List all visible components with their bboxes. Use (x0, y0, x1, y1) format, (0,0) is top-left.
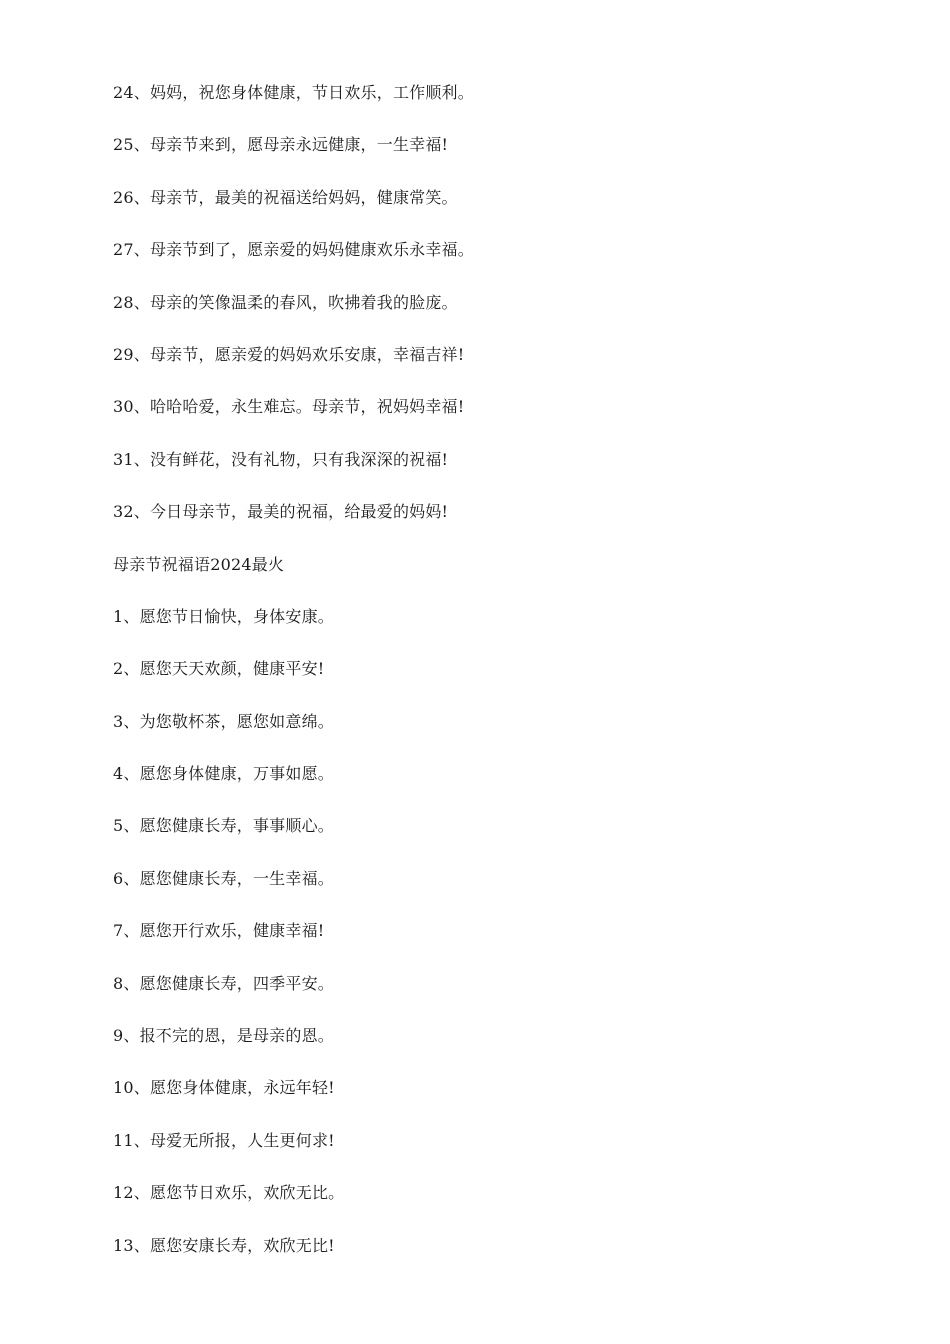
list-item: 28、母亲的笑像温柔的春风，吹拂着我的脸庞。 (113, 292, 458, 312)
list-item: 9、报不完的恩，是母亲的恩。 (113, 1026, 334, 1046)
list-item: 30、哈哈哈爱，永生难忘。母亲节，祝妈妈幸福! (113, 397, 465, 417)
section-heading: 母亲节祝福语2024最火 (113, 554, 285, 574)
list-item: 29、母亲节，愿亲爱的妈妈欢乐安康，幸福吉祥! (113, 344, 465, 364)
list-item: 13、愿您安康长寿，欢欣无比! (113, 1235, 335, 1255)
list-item: 26、母亲节，最美的祝福送给妈妈，健康常笑。 (113, 187, 458, 207)
list-item: 7、愿您开行欢乐，健康幸福! (113, 921, 325, 941)
list-item: 27、母亲节到了，愿亲爱的妈妈健康欢乐永幸福。 (113, 240, 474, 260)
document-body (113, 79, 833, 1284)
list-item: 2、愿您天天欢颜，健康平安! (113, 659, 325, 679)
list-item: 11、母爱无所报，人生更何求! (113, 1130, 335, 1150)
list-item: 10、愿您身体健康，永远年轻! (113, 1078, 335, 1098)
list-item: 5、愿您健康长寿，事事顺心。 (113, 816, 334, 836)
list-item: 6、愿您健康长寿，一生幸福。 (113, 868, 334, 888)
list-item: 24、妈妈，祝您身体健康，节日欢乐，工作顺利。 (113, 83, 474, 102)
list-item: 1、愿您节日愉快，身体安康。 (113, 606, 334, 626)
list-item: 12、愿您节日欢乐，欢欣无比。 (113, 1183, 345, 1203)
list-item: 32、今日母亲节，最美的祝福，给最爱的妈妈! (113, 502, 449, 522)
list-item: 31、没有鲜花，没有礼物，只有我深深的祝福! (113, 449, 449, 469)
list-item: 25、母亲节来到，愿母亲永远健康，一生幸福! (113, 135, 449, 155)
list-item: 8、愿您健康长寿，四季平安。 (113, 973, 334, 993)
list-item: 3、为您敬杯茶，愿您如意绵。 (113, 711, 334, 731)
list-item: 4、愿您身体健康，万事如愿。 (113, 764, 334, 784)
